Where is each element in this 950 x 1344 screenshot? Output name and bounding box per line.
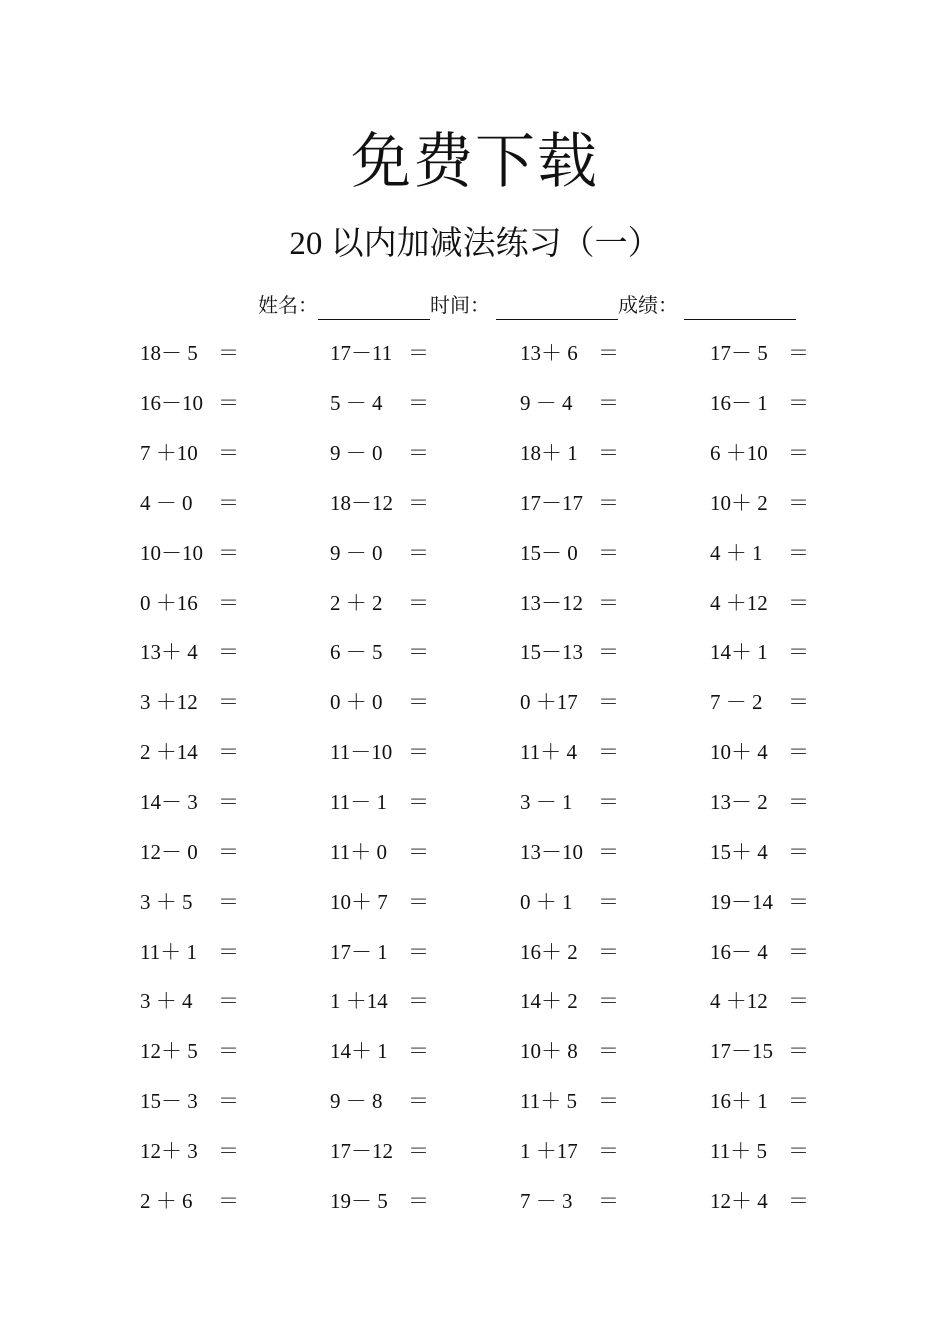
problem-item (330, 1127, 520, 1177)
name-blank[interactable] (318, 291, 430, 320)
problem-expression: 9 － 4 (520, 391, 573, 416)
problem-expression: 5 － 4 (330, 391, 383, 416)
problem-expression: 0 ＋ 1 (520, 889, 573, 914)
equals-sign: ＝ (408, 839, 429, 864)
problem-item (140, 778, 330, 828)
problem-expression: 1 ＋14 (330, 989, 388, 1014)
problem-item (140, 1176, 330, 1226)
problem-expression: 11－10 (330, 740, 393, 765)
problem-expression: 11＋ 1 (140, 939, 197, 964)
problem-expression: 17－11 (330, 341, 393, 366)
problem-item (520, 728, 710, 778)
time-label: 时间： (430, 295, 490, 317)
problem-item (330, 877, 520, 927)
info-row (258, 288, 796, 320)
problem-item (520, 429, 710, 479)
problem-item (710, 778, 840, 828)
equals-sign: ＝ (788, 391, 809, 416)
problem-expression: 11＋ 5 (520, 1089, 577, 1114)
equals-sign: ＝ (408, 590, 429, 615)
problem-expression: 17－12 (330, 1138, 393, 1163)
problem-expression: 3 ＋ 5 (140, 889, 193, 914)
equals-sign: ＝ (598, 839, 619, 864)
equals-sign: ＝ (218, 790, 239, 815)
problem-expression: 7 ＋10 (140, 441, 198, 466)
problem-expression: 18－12 (330, 490, 393, 515)
problem-expression: 16＋ 2 (520, 939, 578, 964)
problem-expression: 14－ 3 (140, 790, 198, 815)
worksheet-title: 20 以内加减法练习（一） (289, 226, 661, 262)
problem-expression: 14＋ 1 (330, 1039, 388, 1064)
equals-sign: ＝ (408, 790, 429, 815)
problem-item (140, 977, 330, 1027)
equals-sign: ＝ (408, 740, 429, 765)
equals-sign: ＝ (408, 640, 429, 665)
problem-expression: 15－ 0 (520, 540, 578, 565)
problem-item (520, 1077, 710, 1127)
problem-expression: 14＋ 2 (520, 989, 578, 1014)
problem-item (520, 578, 710, 628)
problem-expression: 15－13 (520, 640, 583, 665)
equals-sign: ＝ (598, 540, 619, 565)
equals-sign: ＝ (218, 590, 239, 615)
equals-sign: ＝ (598, 939, 619, 964)
equals-sign: ＝ (598, 341, 619, 366)
equals-sign: ＝ (218, 1138, 239, 1163)
equals-sign: ＝ (598, 1039, 619, 1064)
problem-item (330, 927, 520, 977)
equals-sign: ＝ (788, 889, 809, 914)
problem-item (140, 728, 330, 778)
problem-item (520, 778, 710, 828)
problem-expression: 10＋ 8 (520, 1039, 578, 1064)
problem-item (140, 877, 330, 927)
problem-item (710, 728, 840, 778)
score-label: 成绩： (618, 295, 678, 317)
problem-item (330, 329, 520, 379)
problem-expression: 13＋ 6 (520, 341, 578, 366)
problem-expression: 13＋ 4 (140, 640, 198, 665)
problem-expression: 0 ＋ 0 (330, 690, 383, 715)
equals-sign: ＝ (218, 540, 239, 565)
problem-item (330, 379, 520, 429)
problem-item (330, 678, 520, 728)
equals-sign: ＝ (218, 640, 239, 665)
equals-sign: ＝ (788, 790, 809, 815)
equals-sign: ＝ (788, 590, 809, 615)
equals-sign: ＝ (598, 391, 619, 416)
problem-item (140, 1077, 330, 1127)
problem-item (140, 678, 330, 728)
problem-item (520, 827, 710, 877)
problem-expression: 9 － 8 (330, 1089, 383, 1114)
problem-item (140, 1027, 330, 1077)
equals-sign: ＝ (218, 939, 239, 964)
equals-sign: ＝ (598, 640, 619, 665)
problem-item (710, 479, 840, 529)
problem-expression: 18＋ 1 (520, 441, 578, 466)
problem-item (330, 479, 520, 529)
problem-expression: 11－ 1 (330, 790, 387, 815)
problem-expression: 6 － 5 (330, 640, 383, 665)
problem-item (710, 329, 840, 379)
problem-item (330, 429, 520, 479)
problem-item (140, 628, 330, 678)
problem-expression: 4 － 0 (140, 490, 193, 515)
problem-item (330, 578, 520, 628)
problem-expression: 2 ＋14 (140, 740, 198, 765)
equals-sign: ＝ (788, 839, 809, 864)
equals-sign: ＝ (218, 341, 239, 366)
problem-item (710, 379, 840, 429)
equals-sign: ＝ (408, 1188, 429, 1213)
equals-sign: ＝ (788, 740, 809, 765)
problem-item (710, 1027, 840, 1077)
problem-item (520, 1127, 710, 1177)
equals-sign: ＝ (598, 1089, 619, 1114)
problem-item (140, 379, 330, 429)
equals-sign: ＝ (598, 590, 619, 615)
problem-item (710, 578, 840, 628)
equals-sign: ＝ (788, 640, 809, 665)
problem-expression: 0 ＋17 (520, 690, 578, 715)
problem-expression: 18－ 5 (140, 341, 198, 366)
problem-expression: 17－ 1 (330, 939, 388, 964)
problem-item (330, 1077, 520, 1127)
equals-sign: ＝ (218, 690, 239, 715)
problem-expression: 17－17 (520, 490, 583, 515)
equals-sign: ＝ (408, 690, 429, 715)
problem-item (140, 528, 330, 578)
equals-sign: ＝ (408, 341, 429, 366)
equals-sign: ＝ (788, 690, 809, 715)
problem-item (140, 479, 330, 529)
problem-item (140, 429, 330, 479)
problem-expression: 19－ 5 (330, 1188, 388, 1213)
name-label: 姓名： (258, 295, 318, 317)
equals-sign: ＝ (788, 341, 809, 366)
equals-sign: ＝ (408, 989, 429, 1014)
equals-sign: ＝ (598, 989, 619, 1014)
problem-item (520, 479, 710, 529)
problem-expression: 3 ＋12 (140, 690, 198, 715)
equals-sign: ＝ (788, 989, 809, 1014)
problem-expression: 12＋ 4 (710, 1188, 768, 1213)
problem-item (330, 827, 520, 877)
problem-expression: 17－15 (710, 1039, 773, 1064)
problem-expression: 15－ 3 (140, 1089, 198, 1114)
problem-expression: 10－10 (140, 540, 203, 565)
equals-sign: ＝ (218, 1039, 239, 1064)
equals-sign: ＝ (218, 989, 239, 1014)
problem-expression: 9 － 0 (330, 540, 383, 565)
banner-title: 免费下载 (351, 129, 599, 195)
problem-item (330, 1176, 520, 1226)
problem-expression: 16－10 (140, 391, 203, 416)
equals-sign: ＝ (218, 740, 239, 765)
equals-sign: ＝ (788, 490, 809, 515)
problem-expression: 11＋ 4 (520, 740, 577, 765)
problem-expression: 4 ＋12 (710, 590, 768, 615)
problem-expression: 4 ＋12 (710, 989, 768, 1014)
equals-sign: ＝ (408, 1138, 429, 1163)
equals-sign: ＝ (218, 839, 239, 864)
problem-expression: 2 ＋ 2 (330, 590, 383, 615)
problem-item (710, 1077, 840, 1127)
problem-item (710, 528, 840, 578)
problem-expression: 17－ 5 (710, 341, 768, 366)
problem-item (520, 628, 710, 678)
problem-item (710, 429, 840, 479)
problem-expression: 9 － 0 (330, 441, 383, 466)
problem-item (140, 329, 330, 379)
problem-expression: 12－ 0 (140, 839, 198, 864)
equals-sign: ＝ (218, 889, 239, 914)
problem-item (520, 379, 710, 429)
problem-item (520, 329, 710, 379)
problem-item (520, 528, 710, 578)
problem-item (710, 628, 840, 678)
problem-item (520, 1027, 710, 1077)
problem-item (140, 827, 330, 877)
problem-expression: 16＋ 1 (710, 1089, 768, 1114)
equals-sign: ＝ (788, 939, 809, 964)
problem-item (330, 628, 520, 678)
equals-sign: ＝ (218, 441, 239, 466)
problem-item (140, 927, 330, 977)
problem-expression: 3 － 1 (520, 790, 573, 815)
problem-expression: 13－12 (520, 590, 583, 615)
problem-expression: 6 ＋10 (710, 441, 768, 466)
problem-item (330, 728, 520, 778)
problem-item (710, 678, 840, 728)
equals-sign: ＝ (788, 1188, 809, 1213)
equals-sign: ＝ (408, 939, 429, 964)
problem-expression: 11＋ 5 (710, 1138, 767, 1163)
problem-item (520, 678, 710, 728)
problem-expression: 16－ 4 (710, 939, 768, 964)
equals-sign: ＝ (598, 441, 619, 466)
equals-sign: ＝ (408, 441, 429, 466)
problem-item (140, 1127, 330, 1177)
equals-sign: ＝ (218, 391, 239, 416)
problem-item (710, 827, 840, 877)
equals-sign: ＝ (788, 1039, 809, 1064)
problem-expression: 10＋ 4 (710, 740, 768, 765)
equals-sign: ＝ (408, 1039, 429, 1064)
problem-item (520, 1176, 710, 1226)
problem-item (520, 927, 710, 977)
equals-sign: ＝ (408, 391, 429, 416)
problem-expression: 16－ 1 (710, 391, 768, 416)
problem-expression: 13－10 (520, 839, 583, 864)
problem-expression: 3 ＋ 4 (140, 989, 193, 1014)
problem-expression: 7 － 2 (710, 690, 763, 715)
problem-item (330, 1027, 520, 1077)
problem-item (710, 1127, 840, 1177)
equals-sign: ＝ (408, 889, 429, 914)
equals-sign: ＝ (408, 1089, 429, 1114)
equals-sign: ＝ (788, 441, 809, 466)
problem-item (710, 877, 840, 927)
equals-sign: ＝ (598, 790, 619, 815)
equals-sign: ＝ (598, 740, 619, 765)
problem-item (710, 977, 840, 1027)
problem-expression: 15＋ 4 (710, 839, 768, 864)
problem-grid (140, 329, 840, 1226)
problem-expression: 4 ＋ 1 (710, 540, 763, 565)
equals-sign: ＝ (408, 490, 429, 515)
problem-expression: 12＋ 3 (140, 1138, 198, 1163)
equals-sign: ＝ (218, 490, 239, 515)
problem-expression: 14＋ 1 (710, 640, 768, 665)
problem-item (140, 578, 330, 628)
problem-item (520, 977, 710, 1027)
equals-sign: ＝ (598, 490, 619, 515)
equals-sign: ＝ (598, 1138, 619, 1163)
problem-expression: 10＋ 2 (710, 490, 768, 515)
equals-sign: ＝ (408, 540, 429, 565)
problem-expression: 0 ＋16 (140, 590, 198, 615)
problem-item (330, 778, 520, 828)
problem-item (710, 1176, 840, 1226)
problem-expression: 19－14 (710, 889, 773, 914)
equals-sign: ＝ (788, 540, 809, 565)
problem-item (330, 977, 520, 1027)
equals-sign: ＝ (218, 1188, 239, 1213)
problem-item (520, 877, 710, 927)
equals-sign: ＝ (598, 889, 619, 914)
time-blank[interactable] (496, 291, 618, 320)
problem-expression: 10＋ 7 (330, 889, 388, 914)
equals-sign: ＝ (598, 690, 619, 715)
problem-expression: 12＋ 5 (140, 1039, 198, 1064)
problem-expression: 13－ 2 (710, 790, 768, 815)
equals-sign: ＝ (598, 1188, 619, 1213)
problem-expression: 1 ＋17 (520, 1138, 578, 1163)
equals-sign: ＝ (788, 1089, 809, 1114)
equals-sign: ＝ (218, 1089, 239, 1114)
problem-expression: 7 － 3 (520, 1188, 573, 1213)
score-blank[interactable] (684, 291, 796, 320)
problem-expression: 11＋ 0 (330, 839, 387, 864)
equals-sign: ＝ (788, 1138, 809, 1163)
problem-item (330, 528, 520, 578)
problem-expression: 2 ＋ 6 (140, 1188, 193, 1213)
problem-item (710, 927, 840, 977)
